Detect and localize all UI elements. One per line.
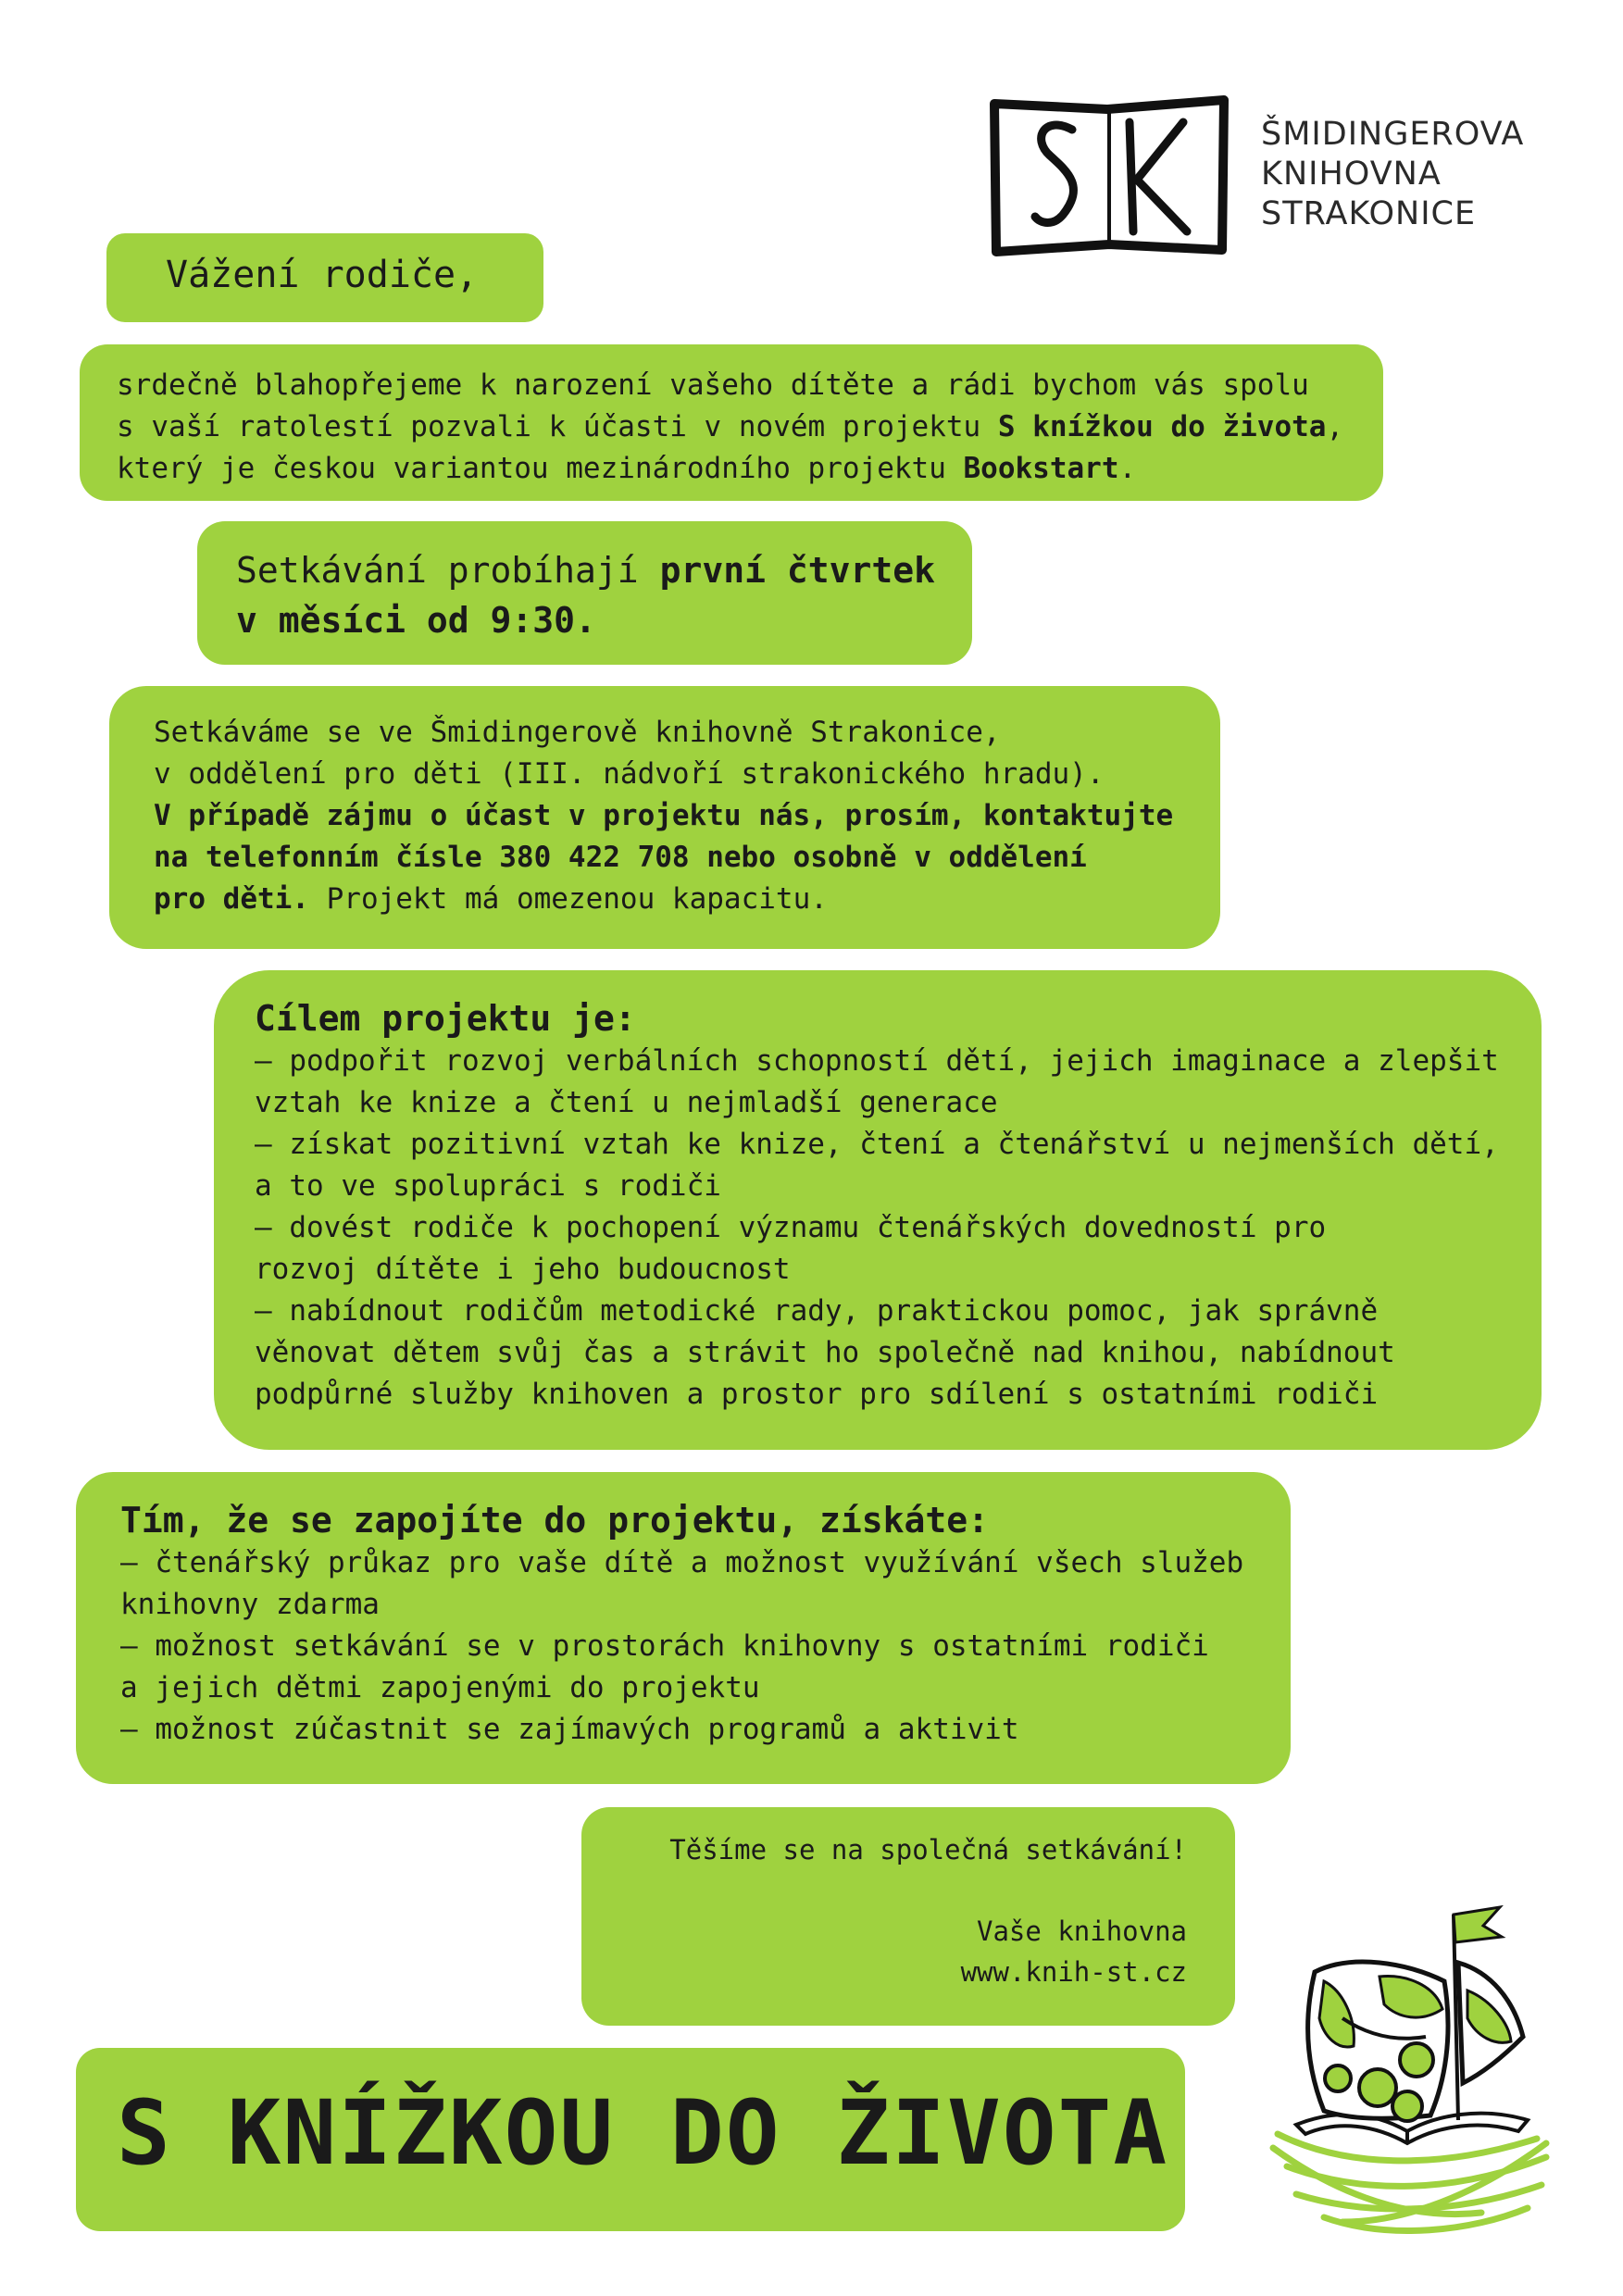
- location-line: Setkáváme se ve Šmidingerově knihovně Strakonice,: [154, 716, 1001, 749]
- closing-box: [581, 1807, 1235, 2026]
- benefits-heading: Tím, že se zapojíte do projektu, získáte:: [120, 1500, 989, 1541]
- intro-text: .: [1118, 452, 1137, 485]
- meetings-line: [236, 545, 944, 595]
- goals-line: – nabídnout rodičům metodické rady, praktickou pomoc, jak správně: [255, 1294, 1379, 1328]
- intro-line: [117, 448, 1355, 490]
- goals-line: a to ve spolupráci s rodiči: [255, 1169, 721, 1203]
- closing-greeting: Těšíme se na společná setkávání!: [669, 1834, 1187, 1866]
- benefits-line: – možnost setkávání se v prostorách knihovny s ostatními rodiči: [120, 1629, 1209, 1663]
- goals-line: podpůrné služby knihoven a prostor pro sdílení s ostatními rodiči: [255, 1378, 1379, 1411]
- benefits-line: – čtenářský průkaz pro vaše dítě a možnost využívání všech služeb: [120, 1546, 1244, 1579]
- goals-line: – získat pozitivní vztah ke knize, čtení a čtenářství u nejmenších dětí,: [255, 1128, 1499, 1161]
- intro-text: ,: [1326, 410, 1344, 443]
- project-title-box: [76, 2048, 1185, 2231]
- meetings-line: [236, 595, 944, 645]
- website-link[interactable]: www.knih-st.cz: [960, 1956, 1187, 1988]
- meetings-time: v měsíci od 9:30.: [236, 600, 596, 641]
- goals-line: věnovat dětem svůj čas a strávit ho společně nad knihou, nabídnout: [255, 1336, 1395, 1369]
- location-line: v oddělení pro děti (III. nádvoří strakonického hradu).: [154, 757, 1105, 791]
- library-name-line-2: KNIHOVNA: [1261, 156, 1442, 193]
- closing-signature: Vaše knihovna: [977, 1915, 1187, 1947]
- book-ship-icon: [1268, 1889, 1555, 2259]
- greeting-text: Vážení rodiče,: [166, 254, 479, 296]
- goals-line: – dovést rodiče k pochopení významu čtenářských dovedností pro: [255, 1211, 1327, 1244]
- intro-text: s vaší ratolestí pozvali k účasti v novém projektu: [117, 410, 998, 443]
- library-name-line-1: ŠMIDINGEROVA: [1261, 116, 1525, 153]
- project-title: S KNÍŽKOU DO ŽIVOTA: [117, 2081, 1169, 2185]
- benefits-line: – možnost zúčastnit se zajímavých programů a aktivit: [120, 1713, 1019, 1746]
- contact-text: V případě zájmu o účast v projektu nás, prosím, kontaktujte: [154, 799, 1174, 832]
- bookstart-name: Bookstart: [963, 452, 1119, 485]
- intro-line: srdečně blahopřejeme k narození vašeho dítěte a rádi bychom vás spolu: [117, 368, 1309, 402]
- project-name: S knížkou do života: [997, 410, 1327, 443]
- library-name-line-3: STRAKONICE: [1261, 195, 1477, 232]
- contact-line: [154, 837, 1192, 879]
- goals-line: – podpořit rozvoj verbálních schopností dětí, jejich imaginace a zlepšit: [255, 1044, 1499, 1078]
- goals-box: [214, 970, 1542, 1450]
- benefits-box: [76, 1472, 1291, 1784]
- contact-phone: na telefonním čísle 380 422 708 nebo osobně v oddělení: [154, 841, 1087, 874]
- intro-box: [80, 344, 1383, 501]
- contact-line: [154, 795, 1192, 837]
- intro-line: [117, 406, 1355, 448]
- contact-line: [154, 879, 1192, 920]
- greeting-box: [106, 233, 543, 322]
- benefits-line: a jejich dětmi zapojenými do projektu: [120, 1671, 760, 1704]
- goals-line: vztah ke knize a čtení u nejmladší generace: [255, 1086, 998, 1119]
- contact-text: pro děti.: [154, 882, 309, 916]
- meetings-text: Setkávání probíhají: [236, 550, 660, 591]
- capacity-note: Projekt má omezenou kapacitu.: [308, 882, 828, 916]
- goals-line: rozvoj dítěte i jeho budoucnost: [255, 1253, 791, 1286]
- location-box: [109, 686, 1220, 949]
- benefits-line: knihovny zdarma: [120, 1588, 380, 1621]
- intro-text: který je českou variantou mezinárodního projektu: [117, 452, 964, 485]
- library-logo-icon: [989, 94, 1230, 257]
- library-name: [1261, 115, 1594, 234]
- meetings-box: [197, 521, 972, 665]
- goals-heading: Cílem projektu je:: [255, 998, 636, 1039]
- meetings-day: první čtvrtek: [659, 550, 935, 591]
